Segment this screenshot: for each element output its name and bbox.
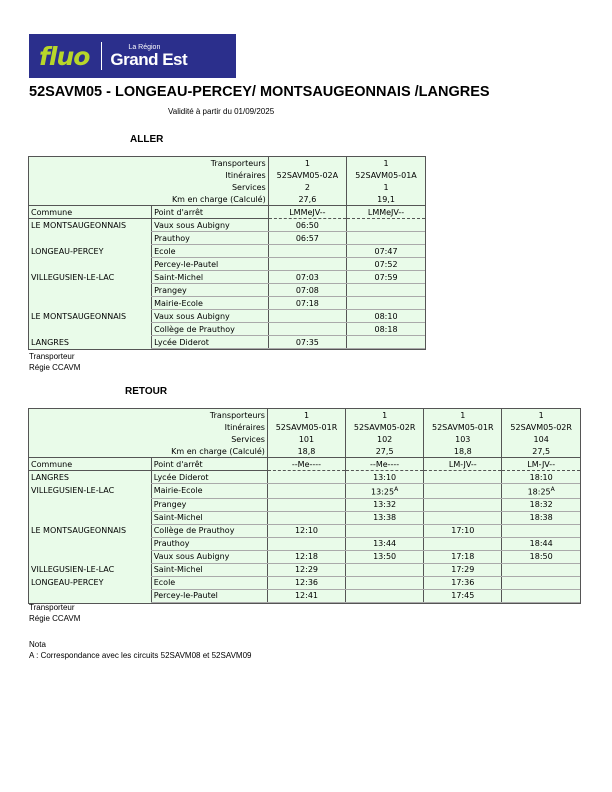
time-cell xyxy=(346,511,424,524)
time-cell xyxy=(502,484,580,499)
retour-transporteur-block xyxy=(29,602,80,624)
aller-transporteur-label: Transporteur xyxy=(29,352,75,361)
table-row xyxy=(29,484,580,499)
time-cell xyxy=(346,563,424,576)
aller-section-title: ALLER xyxy=(130,134,164,145)
time-cell xyxy=(347,232,425,245)
aller-trip-itineraire: 52SAVM05-02A xyxy=(268,169,346,181)
time-cell xyxy=(502,576,580,589)
time-value: 18:25 xyxy=(527,487,551,497)
time-cell xyxy=(424,537,502,550)
commune-column-header: Commune xyxy=(29,458,151,471)
time-cell xyxy=(424,576,502,589)
time-cell xyxy=(347,284,425,297)
table-row xyxy=(29,323,425,336)
commune-cell xyxy=(29,550,151,563)
time-cell xyxy=(267,524,345,537)
time-cell xyxy=(502,537,580,550)
retour-trip-itineraire: 52SAVM05-02R xyxy=(502,421,580,433)
time-cell xyxy=(268,245,346,258)
nota-block xyxy=(29,639,251,661)
nota-text: A : Correspondance avec les circuits 52SAVM08 et 52SAVM09 xyxy=(29,651,252,660)
commune-column-header: Commune xyxy=(29,206,152,219)
table-row xyxy=(29,336,425,349)
time-cell xyxy=(267,471,345,484)
time-cell xyxy=(268,271,346,284)
retour-trip-km: 18,8 xyxy=(267,445,345,458)
time-cell xyxy=(424,484,502,499)
table-row xyxy=(29,232,425,245)
time-value: 17:10 xyxy=(451,526,475,536)
logo-divider xyxy=(101,42,102,70)
retour-trip-service: 102 xyxy=(346,433,424,445)
retour-trip-itineraire: 52SAVM05-02R xyxy=(346,421,424,433)
stop-cell: Vaux sous Aubigny xyxy=(152,219,269,232)
commune-cell: LE MONTSAUGEONNAIS xyxy=(31,311,127,321)
time-value: 13:10 xyxy=(373,472,397,482)
aller-header-label-itineraire: Itinéraires xyxy=(225,170,266,180)
commune-cell xyxy=(29,498,151,511)
retour-transporteur-label: Transporteur xyxy=(29,603,75,612)
retour-column-header-row xyxy=(29,458,580,471)
stop-cell: Ecole xyxy=(152,245,269,258)
commune-cell xyxy=(29,297,152,310)
time-cell xyxy=(346,484,424,499)
commune-cell: LONGEAU-PERCEY xyxy=(31,578,104,588)
stop-cell: Saint-Michel xyxy=(152,271,269,284)
stop-cell: Prauthoy xyxy=(152,232,269,245)
time-value: 17:45 xyxy=(451,591,475,601)
nota-label: Nota xyxy=(29,640,46,649)
retour-timetable xyxy=(29,409,580,603)
time-cell xyxy=(346,589,424,602)
retour-trip-days: LM-JV-- xyxy=(502,458,580,471)
table-row xyxy=(29,524,580,537)
time-value: 12:41 xyxy=(294,591,319,601)
time-value: 07:52 xyxy=(374,259,398,269)
retour-trip-km: 18,8 xyxy=(424,445,502,458)
retour-trip-km: 27,5 xyxy=(502,445,580,458)
table-row xyxy=(29,471,580,484)
retour-trip-km: 27,5 xyxy=(346,445,424,458)
time-cell xyxy=(502,563,580,576)
commune-cell: LE MONTSAUGEONNAIS xyxy=(31,526,127,536)
retour-header-row-itineraire xyxy=(29,421,580,433)
retour-header-row-km xyxy=(29,445,580,458)
commune-cell: VILLEGUSIEN-LE-LAC xyxy=(31,565,115,575)
time-cell xyxy=(502,498,580,511)
commune-cell: VILLEGUSIEN-LE-LAC xyxy=(31,486,115,496)
time-cell xyxy=(347,219,425,232)
time-value: 07:47 xyxy=(374,246,398,256)
time-cell xyxy=(347,323,425,336)
stop-cell: Ecole xyxy=(151,576,267,589)
retour-trip-transporteur: 1 xyxy=(502,409,580,421)
time-cell xyxy=(268,284,346,297)
page-title: 52SAVM05 - LONGEAU-PERCEY/ MONTSAUGEONNAIS /LANGRES xyxy=(29,84,490,100)
commune-cell: LANGRES xyxy=(31,337,69,347)
time-value: 18:50 xyxy=(529,552,553,562)
stop-cell: Lycée Diderot xyxy=(152,336,269,349)
aller-trip-transporteur: 1 xyxy=(268,157,346,169)
aller-trip-service: 2 xyxy=(268,181,346,193)
region-wordmark xyxy=(110,44,187,68)
time-cell xyxy=(424,589,502,602)
time-cell xyxy=(347,336,425,349)
time-cell xyxy=(267,576,345,589)
retour-trip-days: --Me---- xyxy=(346,458,424,471)
table-row xyxy=(29,576,580,589)
retour-trip-itineraire: 52SAVM05-01R xyxy=(424,421,502,433)
time-value: 07:59 xyxy=(374,272,398,282)
time-value: 17:36 xyxy=(451,578,475,588)
time-cell xyxy=(346,524,424,537)
aller-trip-itineraire: 52SAVM05-01A xyxy=(347,169,425,181)
time-cell xyxy=(502,550,580,563)
aller-trip-service: 1 xyxy=(347,181,425,193)
stop-cell: Vaux sous Aubigny xyxy=(152,310,269,323)
time-cell xyxy=(502,471,580,484)
commune-cell: VILLEGUSIEN-LE-LAC xyxy=(31,272,115,282)
commune-cell xyxy=(29,537,151,550)
table-row xyxy=(29,271,425,284)
time-cell xyxy=(347,258,425,271)
time-value: 17:29 xyxy=(451,565,475,575)
region-small-text: La Région xyxy=(128,44,161,51)
table-row xyxy=(29,498,580,511)
stop-cell: Collège de Prauthoy xyxy=(151,524,267,537)
time-value: 18:38 xyxy=(529,513,553,523)
retour-trip-days: LM-JV-- xyxy=(424,458,502,471)
time-cell xyxy=(267,498,345,511)
time-value: 07:18 xyxy=(295,298,319,308)
aller-trip-transporteur: 1 xyxy=(347,157,425,169)
time-value: 13:25 xyxy=(371,487,395,497)
time-cell xyxy=(267,511,345,524)
aller-header-label-transporteur: Transporteurs xyxy=(210,158,266,168)
time-cell xyxy=(267,563,345,576)
stop-cell: Mairie-Ecole xyxy=(152,297,269,310)
retour-trip-days: --Me---- xyxy=(267,458,345,471)
retour-trip-service: 104 xyxy=(502,433,580,445)
stop-cell: Saint-Michel xyxy=(151,511,267,524)
fluo-grand-est-logo xyxy=(29,34,236,78)
time-cell xyxy=(347,245,425,258)
fluo-wordmark: fluo xyxy=(39,41,90,71)
table-row xyxy=(29,589,580,602)
aller-header-label-service: Services xyxy=(231,182,266,192)
aller-header-row-service xyxy=(29,181,425,193)
region-big-text: Grand Est xyxy=(110,50,188,69)
retour-header-row-service xyxy=(29,433,580,445)
commune-cell xyxy=(29,258,152,271)
aller-header-label-km: Km en charge (Calculé) xyxy=(171,194,266,204)
table-row xyxy=(29,219,425,232)
commune-cell xyxy=(29,232,152,245)
retour-trip-service: 101 xyxy=(267,433,345,445)
time-value: 06:57 xyxy=(295,233,319,243)
commune-cell xyxy=(29,284,152,297)
time-value: 06:50 xyxy=(295,220,319,230)
aller-trip-days: LMMeJV-- xyxy=(347,206,425,219)
commune-cell xyxy=(29,511,151,524)
time-cell xyxy=(267,537,345,550)
commune-cell xyxy=(29,323,152,336)
retour-trip-transporteur: 1 xyxy=(424,409,502,421)
table-row xyxy=(29,563,580,576)
commune-cell: LE MONTSAUGEONNAIS xyxy=(31,220,127,230)
stop-cell: Collège de Prauthoy xyxy=(152,323,269,336)
time-cell xyxy=(424,511,502,524)
stop-column-header: Point d'arrêt xyxy=(152,206,269,219)
time-cell xyxy=(268,232,346,245)
retour-header-label-service: Services xyxy=(231,434,265,444)
time-cell xyxy=(268,258,346,271)
footnote-ref: A xyxy=(550,486,555,493)
time-cell xyxy=(347,297,425,310)
time-cell xyxy=(424,563,502,576)
time-value: 13:50 xyxy=(373,552,397,562)
time-cell xyxy=(347,271,425,284)
retour-header-label-itineraire: Itinéraires xyxy=(224,422,265,432)
aller-header-row-itineraire xyxy=(29,169,425,181)
stop-cell: Vaux sous Aubigny xyxy=(151,550,267,563)
time-cell xyxy=(267,484,345,499)
aller-header-row-km xyxy=(29,193,425,206)
time-value: 07:35 xyxy=(295,337,319,347)
stop-cell: Prangey xyxy=(151,498,267,511)
aller-trip-km: 19,1 xyxy=(347,193,425,206)
time-value: 18:44 xyxy=(529,539,553,549)
retour-section-title: RETOUR xyxy=(125,386,168,397)
retour-header-label-transporteur: Transporteurs xyxy=(209,410,265,420)
footnote-ref: A xyxy=(394,486,399,493)
time-cell xyxy=(346,498,424,511)
retour-trip-transporteur: 1 xyxy=(346,409,424,421)
time-value: 13:38 xyxy=(373,513,397,523)
stop-cell: Mairie-Ecole xyxy=(151,484,267,499)
time-cell xyxy=(268,297,346,310)
time-cell xyxy=(502,511,580,524)
aller-transporteur-name: Régie CCAVM xyxy=(29,363,81,372)
time-cell xyxy=(502,524,580,537)
time-value: 18:32 xyxy=(529,500,553,510)
commune-cell: LONGEAU-PERCEY xyxy=(31,246,104,256)
time-value: 12:18 xyxy=(294,552,319,562)
time-cell xyxy=(267,550,345,563)
time-cell xyxy=(424,471,502,484)
table-row xyxy=(29,537,580,550)
time-cell xyxy=(346,471,424,484)
time-value: 12:29 xyxy=(294,565,319,575)
time-cell xyxy=(346,550,424,563)
retour-trip-itineraire: 52SAVM05-01R xyxy=(267,421,345,433)
time-value: 13:44 xyxy=(373,539,397,549)
validity-date: Validité à partir du 01/09/2025 xyxy=(168,107,275,116)
table-row xyxy=(29,297,425,310)
time-cell xyxy=(347,310,425,323)
time-value: 12:36 xyxy=(294,578,319,588)
time-cell xyxy=(424,498,502,511)
aller-column-header-row xyxy=(29,206,425,219)
time-value: 07:03 xyxy=(295,272,319,282)
table-row xyxy=(29,258,425,271)
time-value: 07:08 xyxy=(295,285,319,295)
retour-trip-transporteur: 1 xyxy=(267,409,345,421)
time-cell xyxy=(267,589,345,602)
aller-transporteur-block xyxy=(29,351,80,373)
table-row xyxy=(29,245,425,258)
time-value: 12:10 xyxy=(294,526,319,536)
time-cell xyxy=(346,576,424,589)
aller-trip-days: LMMeJV-- xyxy=(268,206,346,219)
time-cell xyxy=(268,323,346,336)
commune-cell xyxy=(29,589,151,602)
retour-header-row-transporteur xyxy=(29,409,580,421)
retour-trip-service: 103 xyxy=(424,433,502,445)
time-cell xyxy=(502,589,580,602)
time-cell xyxy=(268,310,346,323)
time-cell xyxy=(268,336,346,349)
stop-cell: Percey-le-Pautel xyxy=(151,589,267,602)
retour-header-label-km: Km en charge (Calculé) xyxy=(171,446,265,456)
aller-header-row-transporteur xyxy=(29,157,425,169)
time-cell xyxy=(424,550,502,563)
time-value: 08:10 xyxy=(374,311,398,321)
time-value: 13:32 xyxy=(373,500,397,510)
retour-transporteur-name: Régie CCAVM xyxy=(29,614,81,623)
time-value: 18:10 xyxy=(529,472,553,482)
stop-cell: Lycée Diderot xyxy=(151,471,267,484)
table-row xyxy=(29,284,425,297)
stop-cell: Percey-le-Pautel xyxy=(152,258,269,271)
time-cell xyxy=(346,537,424,550)
aller-timetable xyxy=(29,157,425,349)
aller-trip-km: 27,6 xyxy=(268,193,346,206)
time-cell xyxy=(424,524,502,537)
commune-cell: LANGRES xyxy=(31,472,69,482)
time-cell xyxy=(268,219,346,232)
stop-cell: Prangey xyxy=(152,284,269,297)
table-row xyxy=(29,310,425,323)
table-row xyxy=(29,550,580,563)
time-value: 08:18 xyxy=(374,324,398,334)
stop-cell: Saint-Michel xyxy=(151,563,267,576)
stop-column-header: Point d'arrêt xyxy=(151,458,267,471)
time-value: 17:18 xyxy=(451,552,475,562)
table-row xyxy=(29,511,580,524)
stop-cell: Prauthoy xyxy=(151,537,267,550)
